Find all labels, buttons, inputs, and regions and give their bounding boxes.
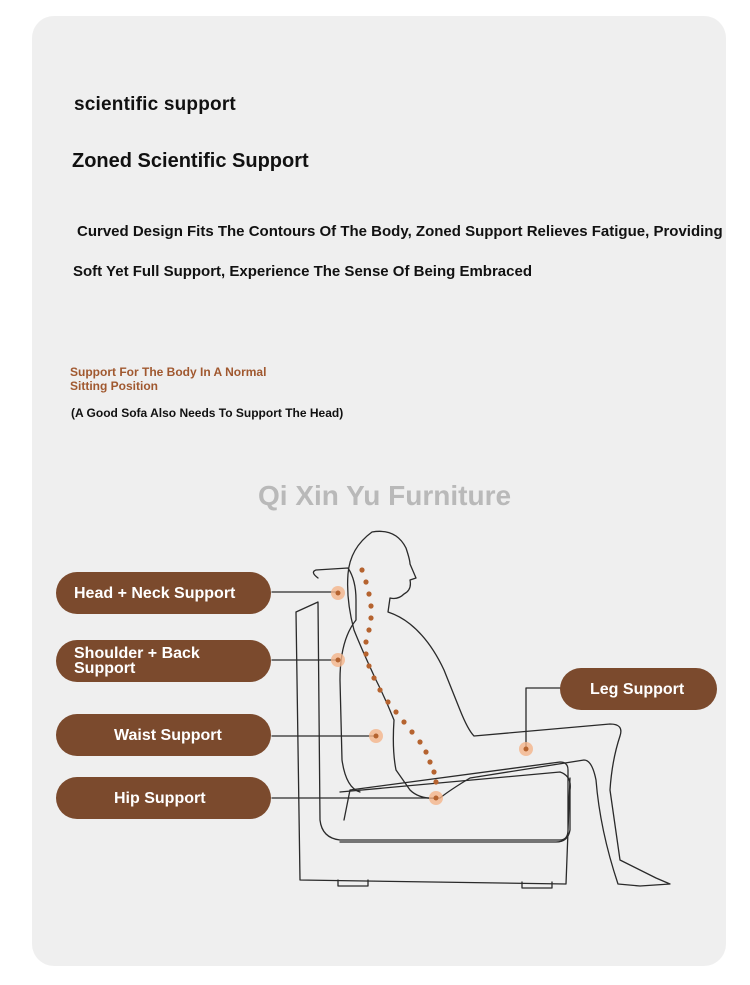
posture-note: (A Good Sofa Also Needs To Support The Head) [71,406,344,420]
label-shoulder-back-text: Shoulder + Back Support [74,645,200,677]
label-waist-text: Waist Support [114,726,222,744]
back-cushion [313,568,360,792]
label-hip-text: Hip Support [114,789,206,807]
posture-title: Support For The Body In A Normal Sitting Position [70,365,267,393]
page-heading: Zoned Scientific Support [72,150,309,172]
label-head-neck-text: Head + Neck Support [74,584,236,602]
spine-dots [359,567,438,784]
label-hip [56,777,271,819]
label-shoulder-back [56,640,271,682]
seat-cushion [340,772,570,842]
brand-watermark: Qi Xin Yu Furniture [258,480,512,511]
connector-leg [526,688,564,748]
description-line-1: Curved Design Fits The Contours Of The Body, Zoned Support Relieves Fatigue, Providing [77,223,723,240]
section-label: scientific support [74,94,236,115]
label-head-neck [56,572,271,614]
label-waist [56,714,271,756]
label-leg [560,668,717,710]
label-leg-text: Leg Support [590,680,685,698]
description-line-2: Soft Yet Full Support, Experience The Sense Of Being Embraced [73,263,532,280]
